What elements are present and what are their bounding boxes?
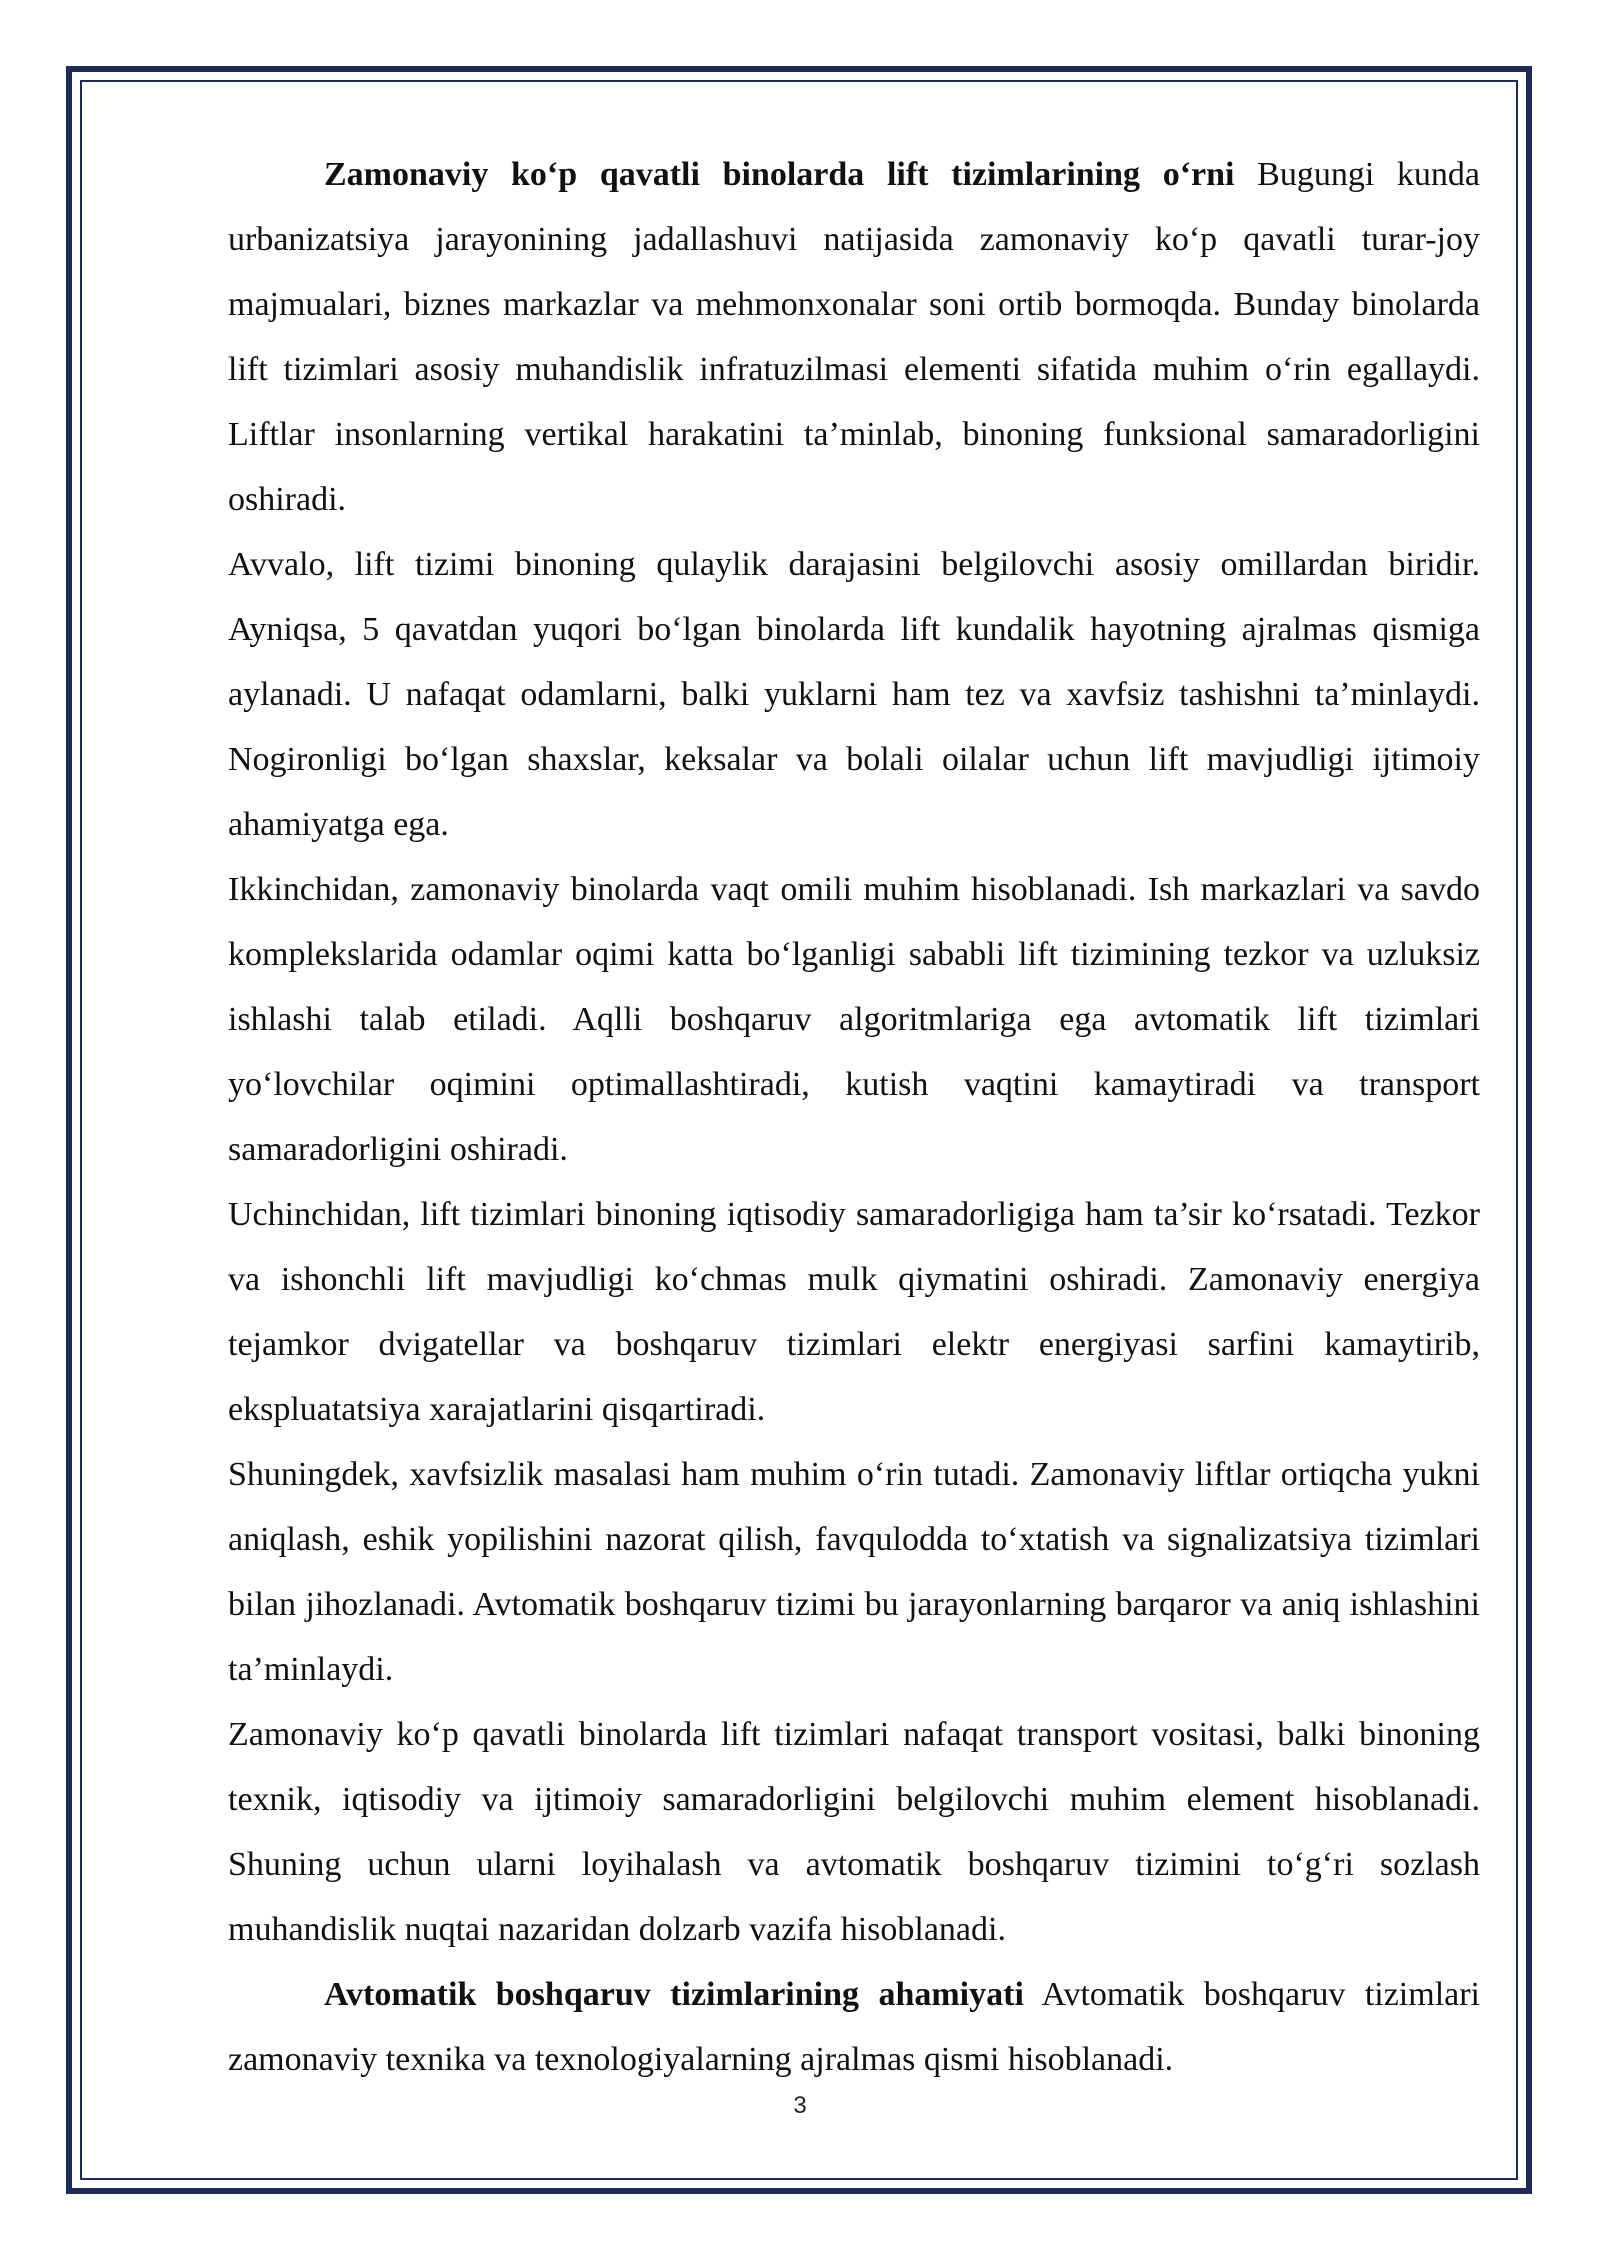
section-1-paragraph xyxy=(228,142,1480,532)
body-paragraph-5: Zamonaviy ko‘p qavatli binolarda lift tizimlari nafaqat transport vositasi, balki binoning texnik, iqtisodiy va ijtimoiy samaradorligini belgilovchi muhim element hisoblanadi. Shuning uchun ularni loyihalash va avtomatik boshqaruv tizimini to‘g‘ri sozlash muhandislik nuqtai nazaridan dolzarb vazifa hisoblanadi. xyxy=(228,1716,1480,1948)
page-number: 3 xyxy=(793,2092,807,2119)
section-2-intro: Avtomatik boshqaruv tizimlari zamonaviy texnika va texnologiyalarning ajralmas qismi hisoblanadi. xyxy=(228,1976,1481,2078)
document-body xyxy=(228,142,1480,2092)
body-paragraph-3: Uchinchidan, lift tizimlari binoning iqtisodiy samaradorligiga ham ta’sir ko‘rsatadi. Tezkor va ishonchli lift mavjudligi ko‘chmas mulk qiymatini oshiradi. Zamonaviy energiya tejamkor dvigatellar va boshqaruv tizimlari elektr energiyasi sarfini kamaytirib, ekspluatatsiya xarajatlarini qisqartiradi. xyxy=(228,1196,1480,1428)
section-2-paragraph xyxy=(228,1962,1480,2092)
section-1-heading: Zamonaviy ko‘p qavatli binolarda lift tizimlarining o‘rni xyxy=(324,156,1235,193)
section-2-heading: Avtomatik boshqaruv tizimlarining ahamiyati xyxy=(324,1976,1024,2013)
body-paragraph-4: Shuningdek, xavfsizlik masalasi ham muhim o‘rin tutadi. Zamonaviy liftlar ortiqcha yukni aniqlash, eshik yopilishini nazorat qilish, favqulodda to‘xtatish va signalizatsiya tizimlari bilan jihozlanadi. Avtomatik boshqaruv tizimi bu jarayonlarning barqaror va aniq ishlashini ta’minlaydi. xyxy=(228,1456,1480,1688)
body-paragraph-2: Ikkinchidan, zamonaviy binolarda vaqt omili muhim hisoblanadi. Ish markazlari va savdo komplekslarida odamlar oqimi katta bo‘lganligi sababli lift tizimining tezkor va uzluksiz ishlashi talab etiladi. Aqlli boshqaruv algoritmlariga ega avtomatik lift tizimlari yo‘lovchilar oqimini optimallashtiradi, kutish vaqtini kamaytiradi va transport samaradorligini oshiradi. xyxy=(228,871,1480,1168)
section-1-intro: Bugungi kunda urbanizatsiya jarayonining jadallashuvi natijasida zamonaviy ko‘p qavatli turar-joy majmualari, biznes markazlar va mehmonxonalar soni ortib bormoqda. Bunday binolarda lift tizimlari asosiy muhandislik infratuzilmasi elementi sifatida muhim o‘rin egallaydi. Liftlar insonlarning vertikal harakatini ta’minlab, binoning funksional samaradorligini oshiradi. xyxy=(228,156,1481,518)
body-paragraph-1: Avvalo, lift tizimi binoning qulaylik darajasini belgilovchi asosiy omillardan biridir. Ayniqsa, 5 qavatdan yuqori bo‘lgan binolarda lift kundalik hayotning ajralmas qismiga aylanadi. U nafaqat odamlarni, balki yuklarni ham tez va xavfsiz tashishni ta’minlaydi. Nogironligi bo‘lgan shaxslar, keksalar va bolali oilalar uchun lift mavjudligi ijtimoiy ahamiyatga ega. xyxy=(228,546,1480,843)
